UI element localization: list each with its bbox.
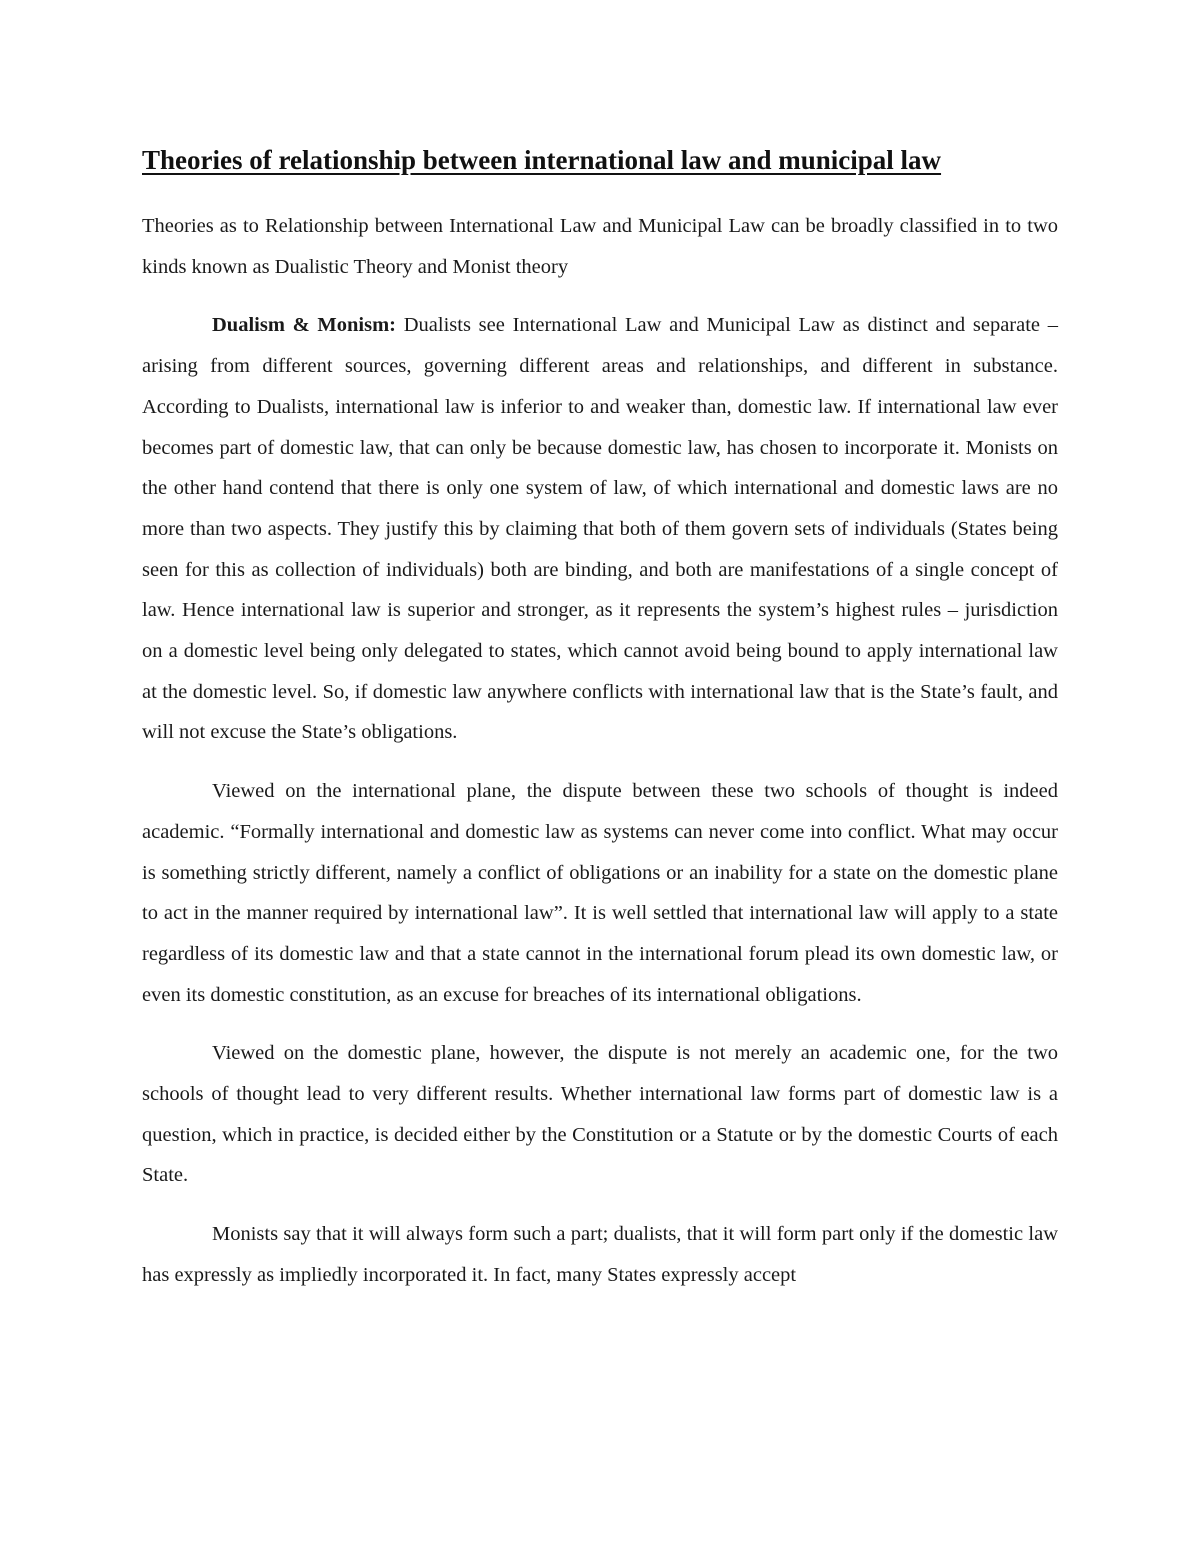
document-title: Theories of relationship between international law and municipal law (142, 145, 942, 175)
domestic-plane-paragraph: Viewed on the domestic plane, however, the dispute is not merely an academic one, for the two schools of thought lead to very different results. Whether international law forms part of domestic law is a question, which in practice, is decided either by the Constitution or a Statute or by the domestic Courts of each State. (142, 1042, 1058, 1187)
international-plane-paragraph: Viewed on the international plane, the dispute between these two schools of thought is indeed academic. “Formally international and domestic law as systems can never come into conflict. What may occur is something strictly different, namely a conflict of obligations or an inability for a state on the domestic plane to act in the manner required by international law”. It is well settled that international law will apply to a state regardless of its domestic law and that a state cannot in the international forum plead its own domestic law, or even its domestic constitution, as an excuse for breaches of its international obligations. (142, 780, 1058, 1006)
monists-paragraph: Monists say that it will always form such a part; dualists, that it will form part only if the domestic law has expressly as impliedly incorporated it. In fact, many States expressly accept (142, 1223, 1058, 1286)
dualism-monism-paragraph (142, 305, 1058, 753)
paragraph-lead-heading: Dualism & Monism: (212, 314, 397, 337)
paragraph-text: Dualists see International Law and Municipal Law as distinct and separate – arising from different sources, governing different areas and relationships, and different in substance. According to Dualists, international law is inferior to and weaker than, domestic law. If international law ever becomes part of domestic law, that can only be because domestic law, has chosen to incorporate it. Monists on the other hand contend that there is only one system of law, of which international and domestic laws are no more than two aspects. They justify this by claiming that both of them govern sets of individuals (States being seen for this as collection of individuals) both are binding, and both are manifestations of a single concept of law. Hence international law is superior and stronger, as it represents the system’s highest rules – jurisdiction on a domestic level being only delegated to states, which cannot avoid being bound to apply international law at the domestic level. So, if domestic law anywhere conflicts with international law that is the State’s fault, and will not excuse the State’s obligations. (142, 314, 1058, 744)
intro-paragraph: Theories as to Relationship between International Law and Municipal Law can be broadly classified in to two kinds known as Dualistic Theory and Monist theory (142, 215, 1058, 278)
document-body (142, 206, 1058, 1314)
